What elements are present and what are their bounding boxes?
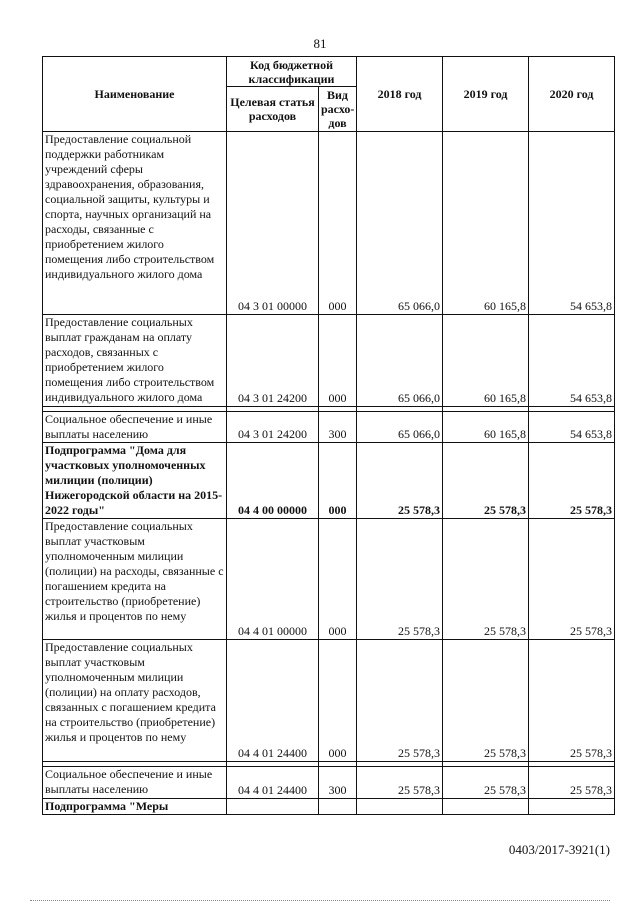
table-row: [43, 315, 615, 407]
row-2018: 65 066,0: [357, 132, 443, 315]
page-number: 81: [313, 36, 327, 51]
scan-edge-line: [30, 900, 610, 902]
row-2020: 25 578,3: [529, 519, 615, 640]
row-2018: 25 578,3: [357, 767, 443, 799]
header-budget-code: Код бюджетной классификации: [227, 57, 357, 87]
table-row: [43, 640, 615, 762]
row-name: Предоставление социальных выплат гражданам на оплату расходов, связанных с приобретением жилого помещения либо строительством индивидуального жилого дома: [43, 315, 227, 407]
row-code: 04 4 01 24400: [227, 640, 319, 762]
row-type: 300: [319, 412, 357, 443]
header-target-article: Целевая статья расходов: [227, 87, 319, 132]
row-2020: 25 578,3: [529, 443, 615, 519]
row-name: Предоставление социальных выплат участковым уполномоченным милиции (полиции) на расходы, связанные с погашением кредита на строительство (приобретение) жилья и процентов по нему: [43, 519, 227, 640]
table-row-subprogram: [43, 799, 615, 815]
row-2018: 65 066,0: [357, 315, 443, 407]
row-type: 000: [319, 519, 357, 640]
row-2020: 54 653,8: [529, 315, 615, 407]
budget-table: [42, 56, 615, 815]
row-type: 000: [319, 640, 357, 762]
row-2019: 25 578,3: [443, 640, 529, 762]
row-code: 04 3 01 00000: [227, 132, 319, 315]
row-2019: 25 578,3: [443, 519, 529, 640]
row-2020: 54 653,8: [529, 132, 615, 315]
row-name: Предоставление социальных выплат участковым уполномоченным милиции (полиции) на оплату расходов, связанных с погашением кредита на строительство (приобретение) жилья и процентов по нему: [43, 640, 227, 762]
table-row: [43, 412, 615, 443]
row-name: Подпрограмма "Меры: [43, 799, 227, 815]
row-2020: 54 653,8: [529, 412, 615, 443]
row-type: 000: [319, 443, 357, 519]
table-row: [43, 767, 615, 799]
row-name: Социальное обеспечение и иные выплаты населению: [43, 412, 227, 443]
row-name: Социальное обеспечение и иные выплаты населению: [43, 767, 227, 799]
row-code: 04 4 00 00000: [227, 443, 319, 519]
row-2019: 25 578,3: [443, 443, 529, 519]
row-2020: 25 578,3: [529, 767, 615, 799]
header-year-2018: 2018 год: [357, 57, 443, 132]
row-type: 300: [319, 767, 357, 799]
header-year-2020: 2020 год: [529, 57, 615, 132]
row-2018: [357, 799, 443, 815]
header-year-2019: 2019 год: [443, 57, 529, 132]
row-2019: [443, 799, 529, 815]
row-2018: 25 578,3: [357, 443, 443, 519]
row-type: [319, 799, 357, 815]
row-2018: 25 578,3: [357, 640, 443, 762]
row-code: 04 3 01 24200: [227, 315, 319, 407]
row-code: 04 3 01 24200: [227, 412, 319, 443]
header-expense-type: Вид расхо-дов: [319, 87, 357, 132]
row-type: 000: [319, 315, 357, 407]
document-code: 0403/2017-3921(1): [508, 842, 610, 857]
row-2020: [529, 799, 615, 815]
row-2019: 60 165,8: [443, 412, 529, 443]
row-2019: 25 578,3: [443, 767, 529, 799]
table-row-subprogram: [43, 443, 615, 519]
table-row: [43, 519, 615, 640]
table-row: [43, 132, 615, 315]
row-2019: 60 165,8: [443, 315, 529, 407]
row-2018: 65 066,0: [357, 412, 443, 443]
header-name: Наименование: [43, 57, 227, 132]
row-code: [227, 799, 319, 815]
row-2018: 25 578,3: [357, 519, 443, 640]
row-name: Подпрограмма "Дома для участковых уполномоченных милиции (полиции) Нижегородской области на 2015-2022 годы": [43, 443, 227, 519]
row-type: 000: [319, 132, 357, 315]
row-code: 04 4 01 24400: [227, 767, 319, 799]
row-name: Предоставление социальной поддержки работникам учреждений сферы здравоохранения, образования, социальной защиты, культуры и спорта, научных организаций на расходы, связанные с приобретением жилого помещения либо строительством индивидуального жилого дома: [43, 132, 227, 315]
row-2019: 60 165,8: [443, 132, 529, 315]
row-code: 04 4 01 00000: [227, 519, 319, 640]
row-2020: 25 578,3: [529, 640, 615, 762]
